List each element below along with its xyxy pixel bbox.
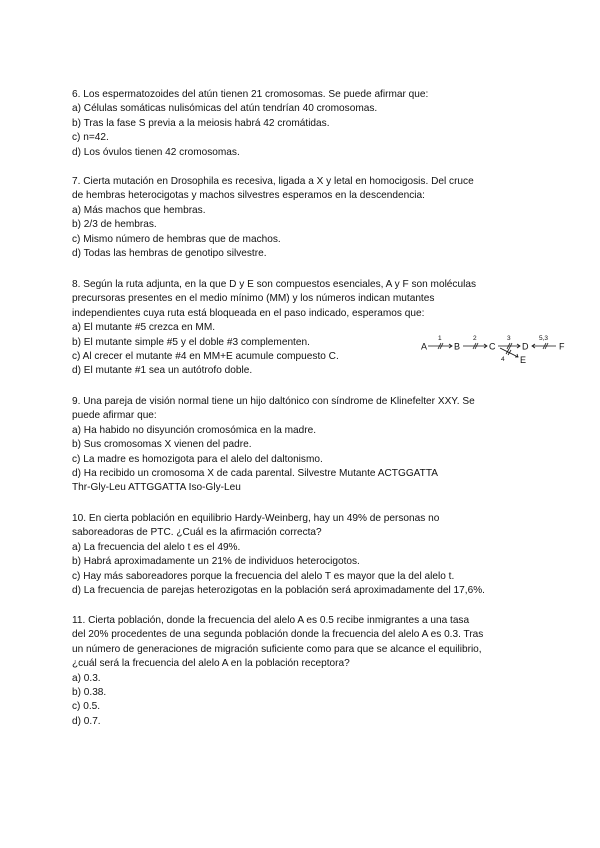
node-a: A (421, 341, 428, 352)
option-c: c) Hay más saboreadores porque la frecuencia del alelo T es mayor que la del alelo t. (72, 570, 455, 582)
option-b: b) Tras la fase S previa a la meiosis habrá 42 cromátidas. (72, 117, 330, 129)
question-stem: independientes cuya ruta está bloqueada en el paso indicado, esperamos que: (72, 307, 425, 319)
option-b: b) 0.38. (72, 687, 107, 699)
question-stem: ¿cuál será la frecuencia del alelo A en la población receptora? (72, 658, 350, 670)
option-d: d) Todas las hembras de genotipo silvestre. (72, 248, 267, 260)
question-stem: 9. Una pareja de visión normal tiene un hijo daltónico con síndrome de Klinefelter XXY. Se (72, 396, 475, 407)
node-c: C (489, 341, 496, 352)
option-a: a) La frecuencia del alelo t es el 49%. (72, 541, 241, 553)
option-c: c) Mismo número de hembras que de machos. (72, 233, 281, 245)
option-d: d) Ha recibido un cromosoma X de cada parental. Silvestre Mutante ACTGGATTA (72, 468, 438, 480)
option-a: a) 0.3. (72, 672, 101, 684)
node-b: B (454, 341, 461, 352)
question-7 (72, 175, 534, 261)
step-label-4: 4 (501, 356, 505, 363)
question-stem: 6. Los espermatozoides del atún tienen 21 cromosomas. Se puede afirmar que: (72, 89, 429, 100)
question-stem: 8. Según la ruta adjunta, en la que D y E son compuestos esenciales, A y F son moléculas (72, 279, 476, 290)
question-stem: precursoras presentes en el medio mínimo (MM) y los números indican mutantes (72, 293, 435, 305)
question-stem: del 20% procedentes de una segunda población donde la frecuencia del alelo A es 0.3. Tras (72, 629, 484, 641)
step-label-2: 2 (473, 335, 477, 342)
question-11 (72, 614, 534, 729)
step-label-5-3: 5,3 (539, 335, 549, 342)
question-stem: un número de generaciones de migración suficiente como para que se alcance el equilibrio, (72, 643, 482, 655)
option-d: d) El mutante #1 sea un autótrofo doble. (72, 365, 253, 377)
option-c: c) n=42. (72, 132, 109, 144)
step-label-1: 1 (438, 335, 442, 342)
option-c: c) Al crecer el mutante #4 en MM+E acumule compuesto C. (72, 351, 339, 363)
question-stem: puede afirmar que: (72, 410, 157, 422)
step-label-3: 3 (507, 335, 511, 342)
question-9 (72, 395, 534, 496)
node-f: F (559, 341, 565, 352)
option-d-continuation: Thr-Gly-Leu ATTGGATTA Iso-Gly-Leu (72, 482, 241, 494)
question-stem: 7. Cierta mutación en Drosophila es recesiva, ligada a X y letal en homocigosis. Del cruce (72, 176, 474, 187)
metabolic-pathway-diagram (418, 333, 588, 369)
question-stem: 11. Cierta población, donde la frecuencia del alelo A es 0.5 recibe inmigrantes a una tasa (72, 615, 470, 626)
option-b: b) Sus cromosomas X vienen del padre. (72, 439, 252, 451)
option-c: c) 0.5. (72, 701, 101, 713)
node-e: E (520, 355, 527, 365)
option-a: a) El mutante #5 crezca en MM. (72, 322, 216, 334)
option-b: b) El mutante simple #5 y el doble #3 complementen. (72, 336, 310, 348)
option-a: a) Más machos que hembras. (72, 204, 206, 216)
option-d: d) Los óvulos tienen 42 cromosomas. (72, 146, 240, 158)
question-6 (72, 88, 534, 160)
option-c: c) La madre es homozigota para el alelo del daltonismo. (72, 453, 323, 465)
option-a: a) Células somáticas nulisómicas del atún tendrían 40 cromosomas. (72, 103, 378, 115)
question-10 (72, 512, 534, 598)
option-d: d) 0.7. (72, 715, 101, 727)
option-b: b) Habrá aproximadamente un 21% de individuos heterocigotos. (72, 556, 360, 568)
question-stem: de hembras heterocigotas y machos silvestres esperamos en la descendencia: (72, 190, 425, 202)
node-d: D (522, 341, 529, 352)
option-d: d) La frecuencia de parejas heterozigotas en la población será aproximadamente del 17,6%. (72, 585, 485, 597)
option-b: b) 2/3 de hembras. (72, 219, 157, 231)
question-stem: 10. En cierta población en equilibrio Hardy-Weinberg, hay un 49% de personas no (72, 513, 440, 524)
option-a: a) Ha habido no disyunción cromosómica en la madre. (72, 424, 317, 436)
question-stem: saboreadoras de PTC. ¿Cuál es la afirmación correcta? (72, 527, 322, 539)
